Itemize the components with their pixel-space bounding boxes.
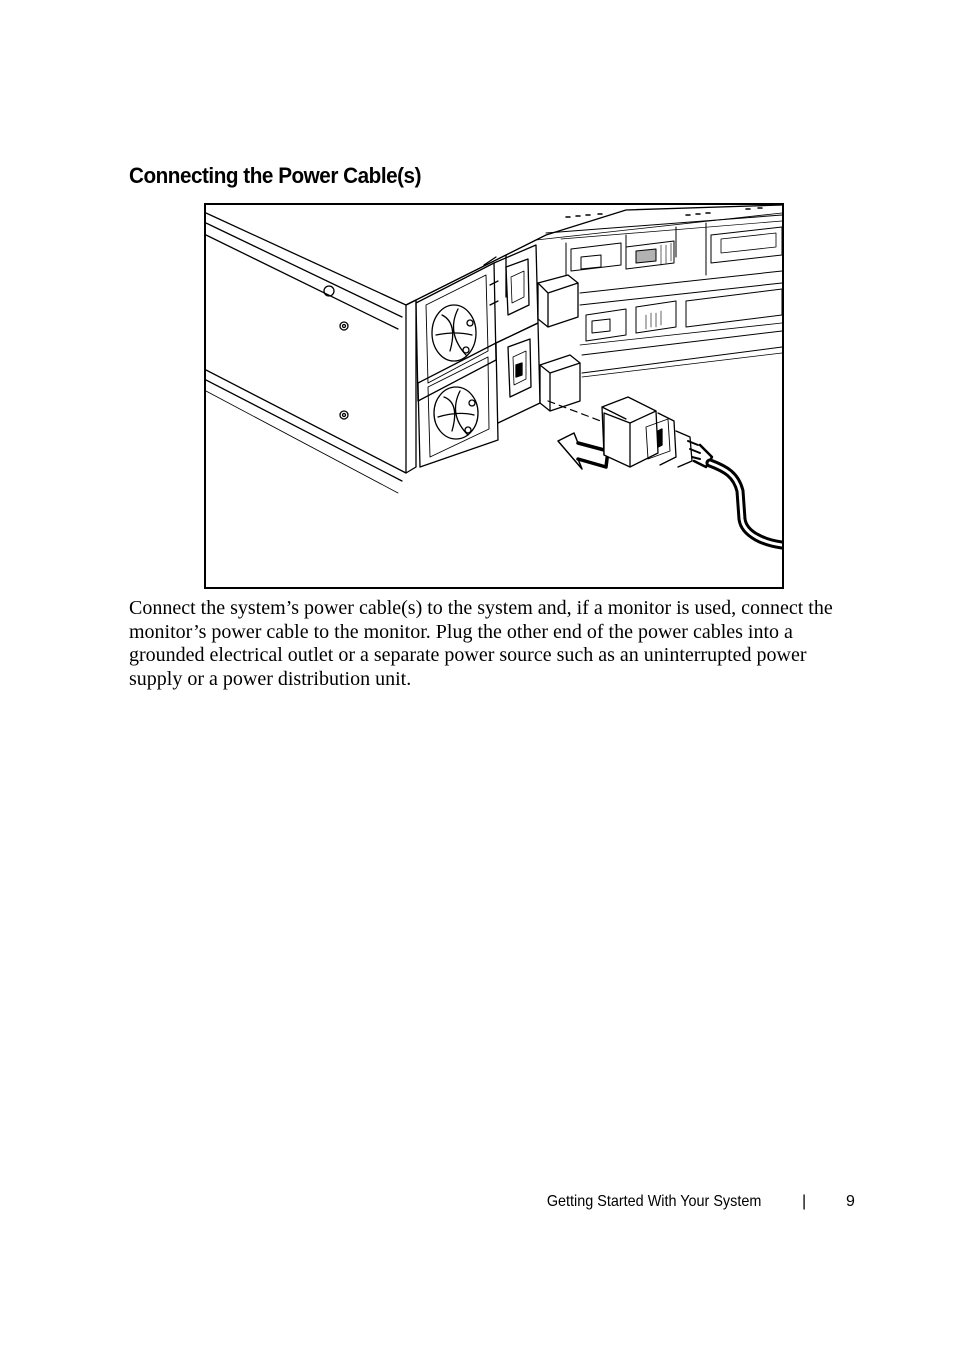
power-supply-unit-icon xyxy=(418,323,540,467)
body-paragraph: Connect the system’s power cable(s) to the system and, if a monitor is used, connect the monitor’s power cable to the monitor. Plug the other end of the power cables into a grounded electrical outlet or a separate power source such as an uninterrupted power supply or a power distribution unit. xyxy=(129,597,833,691)
section-heading: Connecting the Power Cable(s) xyxy=(129,163,422,188)
server-chassis-illustration xyxy=(206,205,782,587)
footer-title: Getting Started With Your System xyxy=(546,1193,761,1210)
footer-separator: | xyxy=(802,1193,807,1210)
power-cord-plug-icon xyxy=(602,397,712,467)
chassis-rear-frame xyxy=(406,205,782,305)
power-cable xyxy=(710,463,782,545)
power-supply-unit-icon xyxy=(416,245,538,401)
guide-dashed-line xyxy=(548,401,606,423)
page-footer xyxy=(0,1193,954,1215)
rear-io-panel xyxy=(546,208,782,377)
power-inlet-covers xyxy=(538,275,580,411)
page-number: 9 xyxy=(846,1193,855,1210)
power-cable-figure xyxy=(204,203,784,589)
chassis-side-panel xyxy=(206,213,416,493)
insert-arrow-icon xyxy=(558,433,608,469)
